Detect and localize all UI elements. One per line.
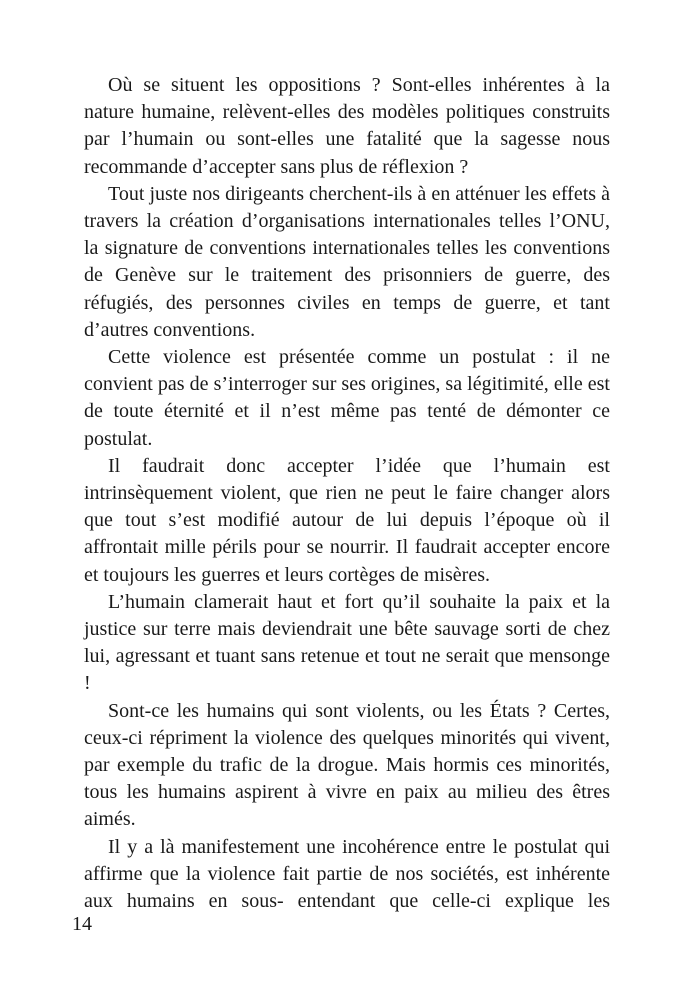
paragraph-6: Sont-ce les humains qui sont violents, ou les États ? Certes, ceux-ci répriment la violence des quelques minorités qui vivent, par exemple du trafic de la drogue. Mais hormis ces minorités, tous les humains aspirent à vivre en paix au milieu des êtres aimés. [84,699,610,831]
paragraph-4: Il faudrait donc accepter l’idée que l’humain est intrinsèquement violent, que rien ne peut le faire changer alors que tout s’est modifié autour de lui depuis l’époque où il affrontait mille périls pour se nourrir. Il faudrait accepter encore et toujours les guerres et leurs cortèges de misères. [84,454,610,586]
paragraph-1: Où se situent les oppositions ? Sont-elles inhérentes à la nature humaine, relèvent-elles des modèles politiques construits par l’humain ou sont-elles une fatalité que la sagesse nous recommande d’accepter sans plus de réflexion ? [84,74,610,178]
paragraph-7: Il y a là manifestement une incohérence entre le postulat qui affirme que la violence fait partie de nos sociétés, est inhérente aux humains en sous- entendant que celle-ci explique les [84,835,610,913]
page-body [84,72,610,915]
paragraph-2: Tout juste nos dirigeants cherchent-ils à en atténuer les effets à travers la création d’organisations internationales telles l’ONU, la signature de conventions internationales telles les conventions de Genève sur le traitement des prisonniers de guerre, des réfugiés, des personnes civiles en temps de guerre, et tant d’autres conventions. [84,182,610,341]
paragraph-3: Cette violence est présentée comme un postulat : il ne convient pas de s’interroger sur ses origines, sa légitimité, elle est de toute éternité et il n’est même pas tenté de démonter ce postulat. [84,346,610,450]
page-number: 14 [72,913,92,935]
paragraph-5: L’humain clamerait haut et fort qu’il souhaite la paix et la justice sur terre mais deviendrait une bête sauvage sorti de chez lui, agressant et tuant sans retenue et tout ne serait que mensonge ! [84,590,610,695]
